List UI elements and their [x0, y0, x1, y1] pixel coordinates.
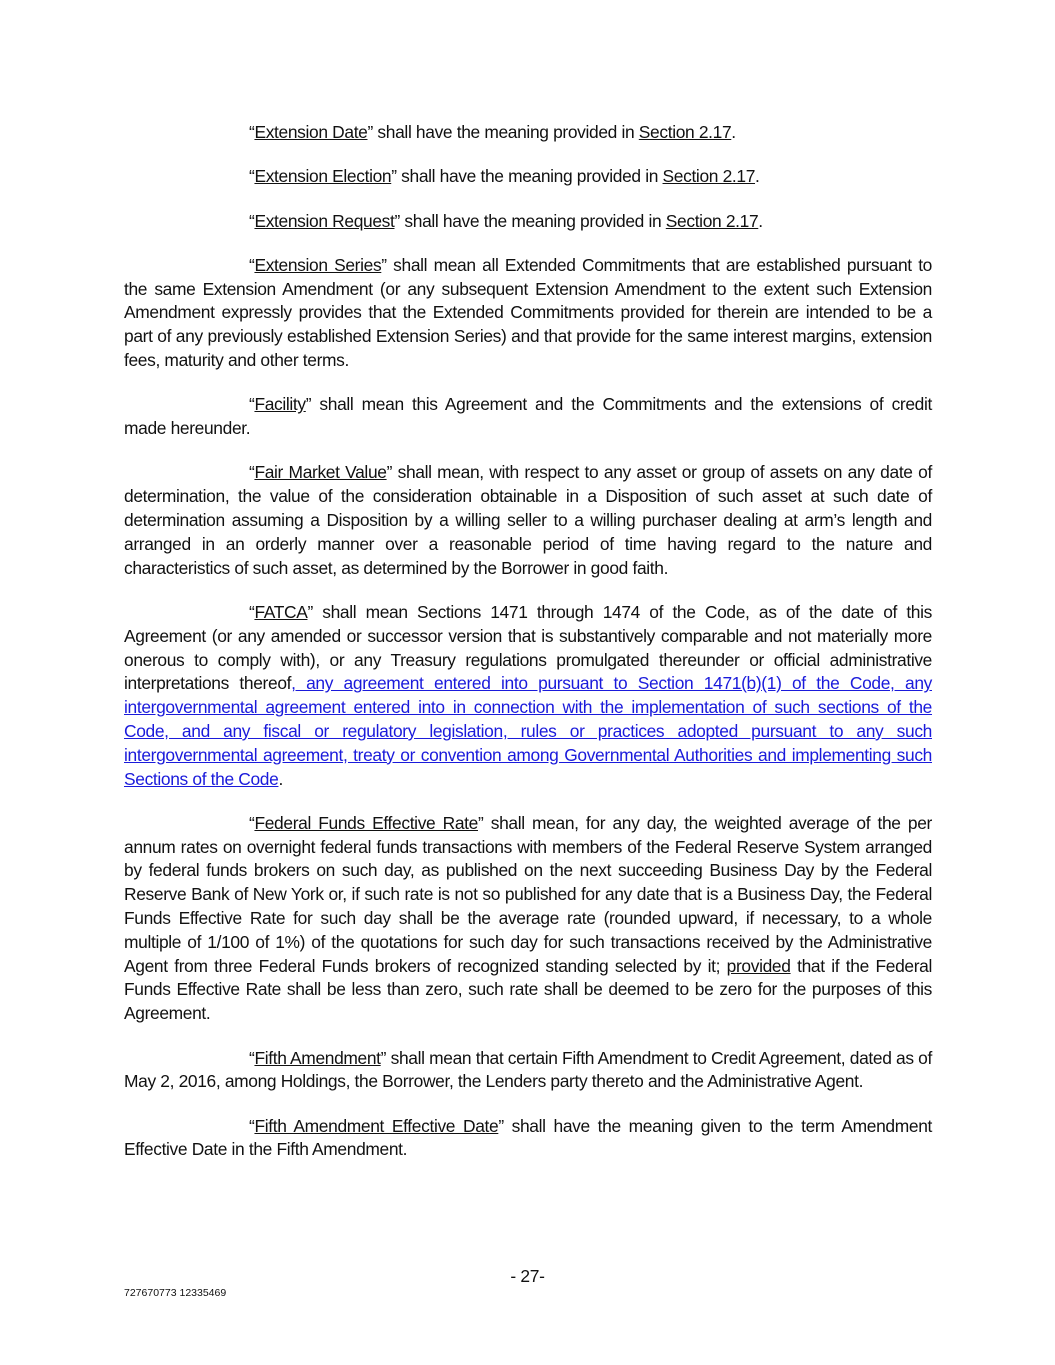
- definition-text: shall mean all Extended Commitments that are established pursuant to the same Extension Amendment (or any subsequent Extension Amendment to the extent such Extension Amendment expressly provides that the Extended Commitments provided for therein are intended to be a part of any previously established Extension Series) and that provide for the same interest margins, extension fees, maturity and other terms.: [124, 254, 932, 371]
- definition-fatca: “FATCA” shall mean Sections 1471 through 1474 of the Code, as of the date of this Agreement (or any amended or successor version that is substantively comparable and not materially more onerous to comply with), or any Treasury regulations promulgated thereunder or official administrative interpretations thereof, any agreement entered into pursuant to Section 1471(b)(1) of the Code, any intergovernmental agreement entered into in connection with the implementation of such sections of the Code, and any fiscal or regulatory legislation, rules or practices adopted pursuant to any such intergovernmental agreement, treaty or convention among Governmental Authorities and implementing such Sections of the Code.: [124, 601, 932, 789]
- section-reference: Section 2.17: [662, 166, 756, 187]
- defined-term: Fifth Amendment Effective Date: [254, 1115, 499, 1136]
- definition-text: shall mean, with respect to any asset or group of assets on any date of determination, the value of the consideration obtainable in a Disposition of such asset at such date of determination assuming a Disposition by a willing seller to a willing purchaser dealing at arm’s length and arranged in an orderly manner over a reasonable period of time having regard to the nature and characteristics of such asset, as determined by the Borrower in good faith.: [124, 462, 932, 578]
- definition-punctuation: .: [758, 210, 763, 231]
- definition-extension-request: “Extension Request” shall have the meaning provided in Section 2.17.: [249, 210, 763, 231]
- definition-text: shall have the meaning provided in: [399, 210, 666, 231]
- defined-term: FATCA: [254, 601, 308, 622]
- document-id: 727670773 12335469: [124, 1287, 227, 1299]
- definition-text: shall mean, for any day, the weighted average of the per annum rates on overnight federal funds transactions with members of the Federal Reserve System arranged by federal funds brokers on such day, as published on the next succeeding Business Day by the Federal Reserve Bank of New York or, if such rate is not so published for any date that is a Business Day, the Federal Funds Effective Rate for such day shall be the average rate (rounded upward, if necessary, to a whole multiple of 1/100 of 1%) of the quotations for such day for such transactions received by the Administrative Agent from three Federal Funds brokers of recognized standing selected by it;: [124, 812, 932, 976]
- inserted-redline-text: , any agreement entered into pursuant to Section 1471(b)(1) of the Code, any intergovernmental agreement entered into in connection with the implementation of such sections of the Code, and any fiscal or regulatory legislation, rules or practices adopted pursuant to any such intergovernmental agreement, treaty or convention among Governmental Authorities and implementing such Sections of the Code: [124, 673, 932, 789]
- defined-term: Extension Election: [254, 166, 392, 187]
- definition-fair-market-value: “Fair Market Value” shall mean, with respect to any asset or group of assets on any date of determination, the value of the consideration obtainable in a Disposition of such asset at such date of determination assuming a Disposition by a willing seller to a willing purchaser dealing at arm’s length and arranged in an orderly manner over a reasonable period of time having regard to the nature and characteristics of such asset, as determined by the Borrower in good faith.: [124, 462, 932, 578]
- document-page: [124, 121, 932, 1183]
- definition-text-end: that if the Federal Funds Effective Rate shall be less than zero, such rate shall be deemed to be zero for the purposes of this Agreement.: [124, 955, 932, 1024]
- defined-term: Federal Funds Effective Rate: [254, 812, 478, 833]
- defined-term: Extension Series: [254, 254, 382, 275]
- definition-facility: “Facility” shall mean this Agreement and the Commitments and the extensions of credit made hereunder.: [124, 394, 932, 439]
- section-reference: Section 2.17: [665, 210, 759, 231]
- definition-fifth-amendment-effective-date: “Fifth Amendment Effective Date” shall have the meaning given to the term Amendment Effective Date in the Fifth Amendment.: [124, 1115, 933, 1160]
- definition-fifth-amendment: “Fifth Amendment” shall mean that certain Fifth Amendment to Credit Agreement, dated as of May 2, 2016, among Holdings, the Borrower, the Lenders party thereto and the Administrative Agent.: [124, 1047, 932, 1092]
- defined-term: Extension Request: [254, 210, 395, 231]
- defined-term: Fifth Amendment: [254, 1047, 381, 1068]
- defined-term: Fair Market Value: [254, 462, 387, 483]
- defined-term: Extension Date: [254, 122, 368, 142]
- proviso-term: provided: [726, 955, 791, 976]
- page-number: - 27-: [510, 1266, 545, 1286]
- definition-text: shall mean that certain Fifth Amendment to Credit Agreement, dated as of May 2, 2016, among Holdings, the Borrower, the Lenders party thereto and the Administrative Agent.: [124, 1047, 932, 1092]
- definition-text: shall have the meaning provided in: [372, 122, 639, 142]
- section-reference: Section 2.17: [638, 122, 732, 142]
- definition-punctuation: .: [731, 122, 736, 142]
- definition-text: shall have the meaning provided in: [396, 166, 663, 187]
- definition-text: shall mean this Agreement and the Commitments and the extensions of credit made hereunder.: [124, 394, 932, 439]
- definition-extension-election: “Extension Election” shall have the meaning provided in Section 2.17.: [249, 166, 760, 187]
- definition-punctuation: .: [278, 768, 283, 789]
- definition-extension-date: “Extension Date” shall have the meaning provided in Section 2.17.: [249, 122, 736, 142]
- definition-text: shall mean Sections 1471 through 1474 of the Code, as of the date of this Agreement (or any amended or successor version that is substantively comparable and not materially more onerous to comply with), or any Treasury regulations promulgated thereunder or official administrative interpretations thereof: [124, 601, 932, 694]
- definition-federal-funds-effective-rate: “Federal Funds Effective Rate” shall mean, for any day, the weighted average of the per annum rates on overnight federal funds transactions with members of the Federal Reserve System arranged by federal funds brokers on such day, as published on the next succeeding Business Day by the Federal Reserve Bank of New York or, if such rate is not so published for any date that is a Business Day, the Federal Funds Effective Rate for such day shall be the average rate (rounded upward, if necessary, to a whole multiple of 1/100 of 1%) of the quotations for such day for such transactions received by the Administrative Agent from three Federal Funds brokers of recognized standing selected by it; provided that if the Federal Funds Effective Rate shall be less than zero, such rate shall be deemed to be zero for the purposes of this Agreement.: [124, 812, 932, 1024]
- definition-punctuation: .: [755, 166, 760, 187]
- definition-extension-series: “Extension Series” shall mean all Extended Commitments that are established pursuant to the same Extension Amendment (or any subsequent Extension Amendment to the extent such Extension Amendment expressly provides that the Extended Commitments provided for therein are intended to be a part of any previously established Extension Series) and that provide for the same interest margins, extension fees, maturity and other terms.: [124, 254, 932, 371]
- definition-text: shall have the meaning given to the term Amendment Effective Date in the Fifth Amendment.: [124, 1115, 933, 1160]
- defined-term: Facility: [254, 394, 306, 415]
